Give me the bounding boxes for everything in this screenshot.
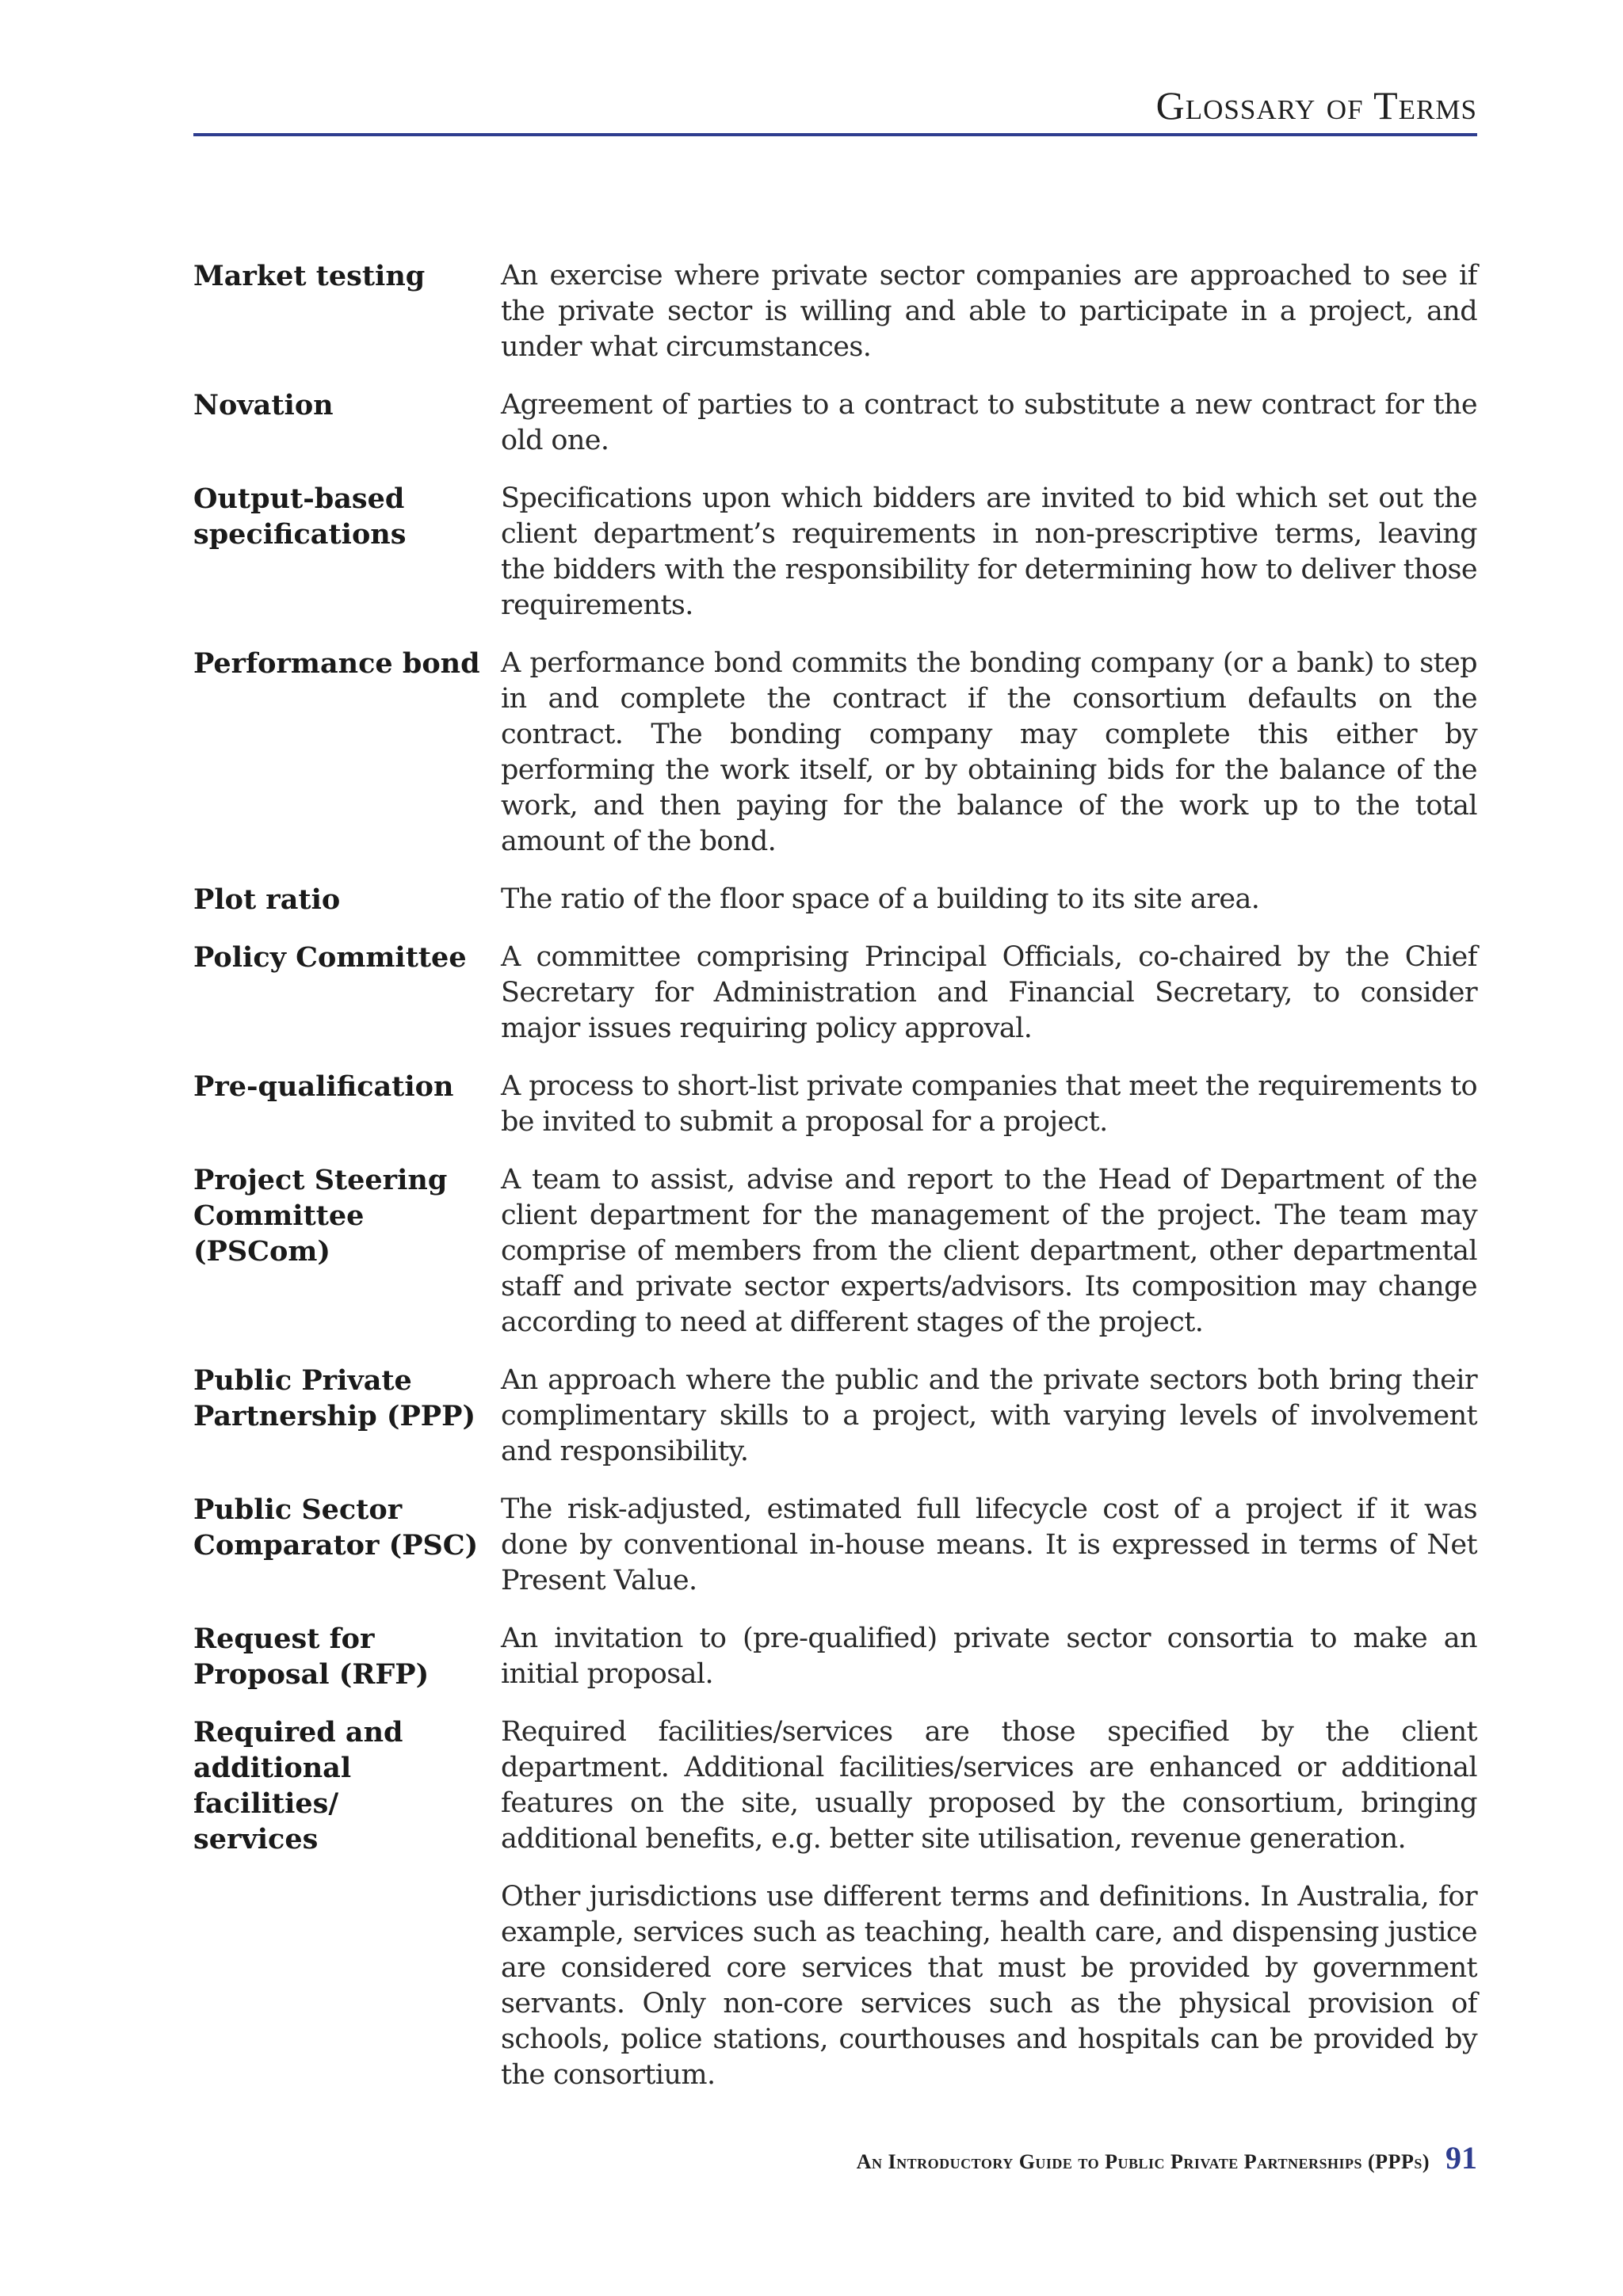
definition-paragraph: An approach where the public and the private sectors both bring their complimentary skills to a project, with varying levels of involvement and responsibility. <box>501 1364 1477 1467</box>
glossary-entry <box>193 1621 1477 1692</box>
definition-paragraph: The ratio of the floor space of a building to its site area. <box>501 883 1260 915</box>
glossary-entry <box>193 481 1477 624</box>
glossary-term: Novation <box>193 389 334 421</box>
glossary-term: Required and additional facilities/ services <box>193 1716 403 1855</box>
glossary-term: Public Sector Comparator (PSC) <box>193 1493 479 1562</box>
glossary-entry <box>193 1363 1477 1470</box>
glossary-definition <box>501 1621 1477 1692</box>
definition-paragraph: A team to assist, advise and report to the Head of Department of the client department for the management of the project. The team may comprise of members from the client department, other departmental staff and private sector experts/advisors. Its composition may change according to need at different stages of the project. <box>501 1164 1477 1338</box>
definition-paragraph: Other jurisdictions use different terms and definitions. In Australia, for example, services such as teaching, health care, and dispensing justice are considered core services that must be provided by government servants. Only non-core services such as the physical provision of schools, police stations, courthouses and hospitals can be provided by the consortium. <box>501 1881 1477 2091</box>
page-title: Glossary of Terms <box>1155 83 1477 128</box>
glossary-definition <box>501 1363 1477 1470</box>
glossary-entry <box>193 1714 1477 2093</box>
glossary-definition <box>501 1492 1477 1599</box>
glossary-entry <box>193 387 1477 459</box>
glossary-entry <box>193 646 1477 860</box>
glossary-term: Plot ratio <box>193 883 341 916</box>
glossary-term: Request for Proposal (RFP) <box>193 1623 430 1691</box>
glossary-definition <box>501 1069 1477 1140</box>
glossary-term: Output-based specifications <box>193 482 407 551</box>
glossary-entry <box>193 940 1477 1047</box>
glossary-term: Performance bond <box>193 647 480 680</box>
page-number: 91 <box>1445 2140 1477 2176</box>
glossary-term: Market testing <box>193 260 426 292</box>
glossary-list <box>193 258 1477 2115</box>
definition-paragraph: An exercise where private sector companies are approached to see if the private sector is willing and able to participate in a project, and under what circumstances. <box>501 260 1477 363</box>
definition-paragraph: Agreement of parties to a contract to substitute a new contract for the old one. <box>501 389 1477 456</box>
definition-paragraph: A process to short-list private companies that meet the requirements to be invited to submit a proposal for a project. <box>501 1070 1477 1138</box>
glossary-definition <box>501 1162 1477 1341</box>
glossary-entry <box>193 1492 1477 1599</box>
glossary-entry <box>193 1069 1477 1140</box>
definition-paragraph: Specifications upon which bidders are invited to bid which set out the client department’s requirements in non-prescriptive terms, leaving the bidders with the responsibility for determining how to deliver those requirements. <box>501 482 1477 621</box>
page-header <box>193 79 1477 136</box>
glossary-entry <box>193 258 1477 365</box>
definition-paragraph: A committee comprising Principal Officials, co-chaired by the Chief Secretary for Administration and Financial Secretary, to consider major issues requiring policy approval. <box>501 941 1477 1044</box>
glossary-definition <box>501 1714 1477 2093</box>
glossary-definition <box>501 387 1477 459</box>
glossary-definition <box>501 882 1477 917</box>
glossary-term: Pre-qualification <box>193 1070 454 1103</box>
definition-paragraph: An invitation to (pre-qualified) private sector consortia to make an initial proposal. <box>501 1623 1477 1690</box>
definition-paragraph: The risk-adjusted, estimated full lifecycle cost of a project if it was done by conventional in-house means. It is expressed in terms of Net Present Value. <box>501 1493 1477 1596</box>
guide-title: An Introductory Guide to Public Private Partnerships (PPPs) <box>856 2150 1430 2173</box>
page-footer <box>857 2139 1477 2176</box>
definition-paragraph: A performance bond commits the bonding company (or a bank) to step in and complete the contract if the consortium defaults on the contract. The bonding company may complete this either by performing the work itself, or by obtaining bids for the balance of the work, and then paying for the balance of the work up to the total amount of the bond. <box>501 647 1477 857</box>
glossary-definition <box>501 940 1477 1047</box>
glossary-definition <box>501 646 1477 860</box>
glossary-term: Project Steering Committee (PSCom) <box>193 1164 448 1268</box>
glossary-entry <box>193 1162 1477 1341</box>
glossary-definition <box>501 481 1477 624</box>
glossary-term: Public Private Partnership (PPP) <box>193 1364 475 1432</box>
glossary-entry <box>193 882 1477 917</box>
glossary-definition <box>501 258 1477 365</box>
definition-paragraph: Required facilities/services are those specified by the client department. Additional facilities/services are enhanced or additional features on the site, usually proposed by the consortium, bringing additional benefits, e.g. better site utilisation, revenue generation. <box>501 1716 1477 1855</box>
glossary-term: Policy Committee <box>193 941 467 974</box>
